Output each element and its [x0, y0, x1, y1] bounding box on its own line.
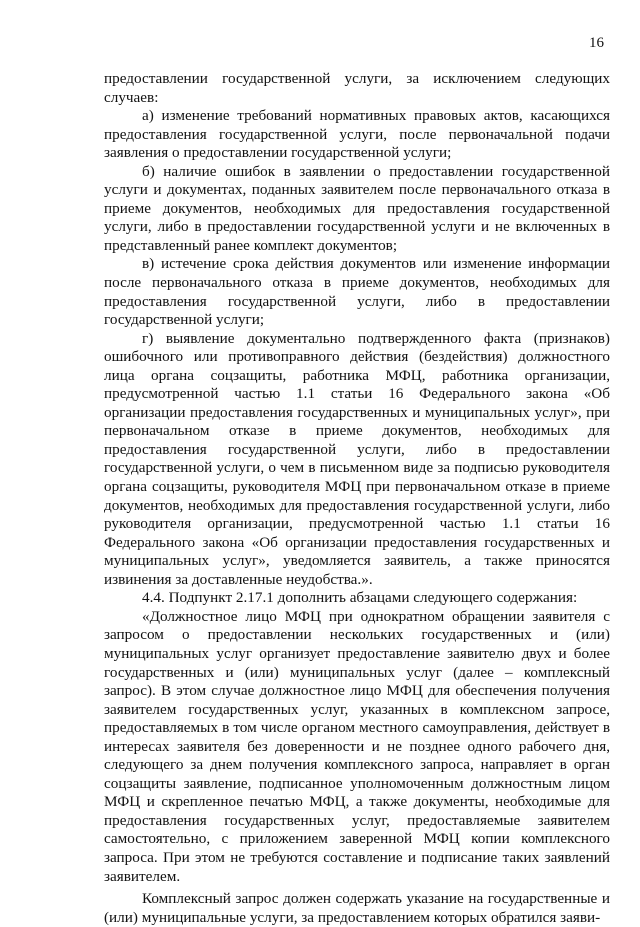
- page-number: 16: [589, 35, 604, 51]
- paragraph-intro: предоставлении государственной услуги, за исключением следующих случаев:: [104, 70, 610, 106]
- paragraph-item-g: г) выявление документально подтвержденного факта (признаков) ошибочного или противоправного действия (бездействия) должностного лица органа соцзащиты, работника МФЦ, работника организации, предусмотренной частью 1.1 статьи 16 Федерального закона «Об организации предоставления государственных и муниципальных услуг», при первоначальном отказе в приеме документов, необходимых для предоставления государственной услуги, либо в предоставлении государственной услуги, о чем в письменном виде за подписью руководителя органа соцзащиты, руководителя МФЦ при первоначальном отказе в приеме документов, необходимых для предоставления государственной услуги, либо руководителя организации, предусмотренной частью 1.1 статьи 16 Федерального закона «Об организации предоставления государственных и муниципальных услуг», уведомляется заявитель, а также приносятся извинения за доставленные неудобства.».: [104, 329, 610, 588]
- paragraph-mfc-official: «Должностное лицо МФЦ при однократном обращении заявителя с запросом о предоставлении нескольких государственных и (или) муниципальных услуг организует предоставление заявителю двух и более государственных и (или) муниципальных услуг (далее – комплексный запрос). В этом случае должностное лицо МФЦ для обеспечения получения заявителем государственных услуг, указанных в комплексном запросе, предоставляемых в том числе органом местного самоуправления, действует в интересах заявителя без доверенности и не позднее одного рабочего дня, следующего за днем получения комплексного запроса, направляет в орган соцзащиты заявление, подписанное уполномоченным должностным лицом МФЦ и скрепленное печатью МФЦ, а также документы, необходимые для предоставления государственных услуг, предоставляемые заявителем самостоятельно, с приложением заверенной МФЦ копии комплексного запроса. При этом не требуются составление и подписание таких заявлений заявителем.: [104, 607, 610, 885]
- document-body: [104, 70, 610, 927]
- paragraph-section-4-4: 4.4. Подпункт 2.17.1 дополнить абзацами следующего содержания:: [142, 589, 578, 607]
- paragraph-item-a: а) изменение требований нормативных правовых актов, касающихся предоставления государственной услуги, после первоначальной подачи заявления о предоставлении государственной услуги;: [104, 107, 610, 162]
- paragraph-complex-request: Комплексный запрос должен содержать указание на государственные и (или) муниципальные услуги, за предоставлением которых обратился заяви-: [104, 890, 610, 926]
- paragraph-item-v: в) истечение срока действия документов или изменение информации после первоначального отказа в приеме документов, необходимых для предоставления государственной услуги, либо в предоставлении государственной услуги;: [104, 255, 610, 329]
- paragraph-item-b: б) наличие ошибок в заявлении о предоставлении государственной услуги и документах, поданных заявителем после первоначального отказа в приеме документов, необходимых для предоставления государственной услуги, либо в предоставлении государственной услуги и не включенных в представленный ранее комплект документов;: [104, 162, 610, 254]
